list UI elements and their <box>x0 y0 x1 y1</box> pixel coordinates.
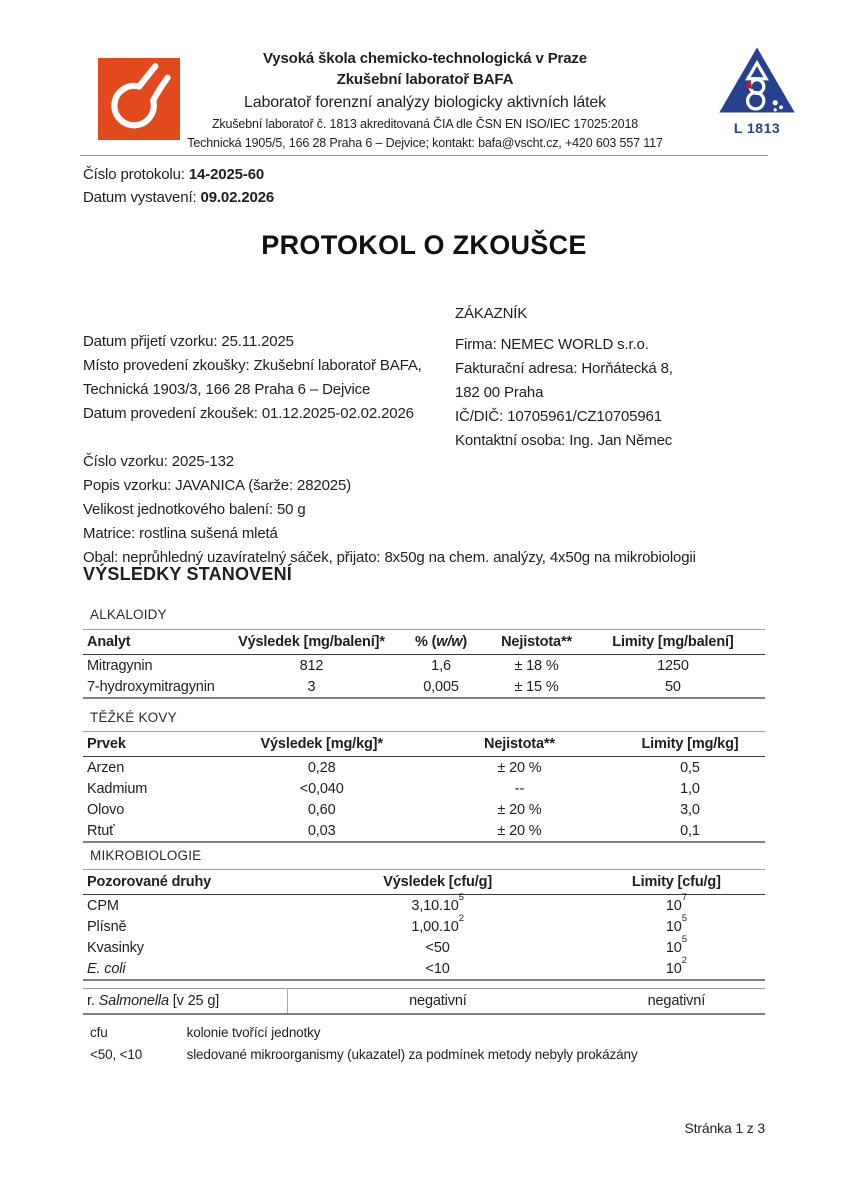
table-row <box>83 799 765 820</box>
column-header: Prvek <box>83 732 219 757</box>
table-cell: $10^5$ <box>665 933 687 956</box>
alkaloids-results-table <box>83 629 765 699</box>
sample-info-block <box>83 450 773 570</box>
footnotes-block <box>90 1022 637 1066</box>
table-cell: 1,0 <box>680 780 700 797</box>
customer-lines <box>455 333 775 453</box>
customer-heading: ZÁKAZNÍK <box>455 305 528 322</box>
customer-line: Fakturační adresa: Horňátecká 8, <box>455 360 673 377</box>
column-header: Pozorované druhy <box>83 870 288 895</box>
contact-line: Technická 1905/5, 166 28 Praha 6 – Dejvice; kontakt: bafa@vscht.cz, +420 603 557 117 <box>187 136 663 150</box>
table-cell: ± 20 % <box>497 759 542 776</box>
vscht-flask-icon <box>98 58 180 140</box>
issue-date-line <box>83 186 274 209</box>
protocol-number-line <box>83 163 274 186</box>
column-header: Limity [mg/kg] <box>615 732 765 757</box>
table-cell: 0,60 <box>307 801 336 818</box>
org-name: Vysoká škola chemicko-technologická v Praze <box>263 50 587 67</box>
test-info-block <box>83 330 448 426</box>
page-number: Stránka 1 z 3 <box>684 1120 765 1136</box>
column-header: Výsledek [mg/kg]* <box>219 732 424 757</box>
protocol-number-label: Číslo protokolu: <box>83 166 185 183</box>
table-row <box>83 757 765 779</box>
table-cell: 1250 <box>657 657 689 674</box>
footnote-row <box>90 1022 637 1044</box>
sample-info-line: Číslo vzorku: 2025-132 <box>83 453 234 470</box>
vscht-logo <box>98 58 180 140</box>
protocol-number-value: 14-2025-60 <box>188 166 265 183</box>
customer-line: IČ/DIČ: 10705961/CZ10705961 <box>455 408 662 425</box>
column-header: Nejistota** <box>424 732 615 757</box>
table-cell: $10^7$ <box>665 891 687 914</box>
table-cell: ± 20 % <box>497 822 542 839</box>
microbiology-section-label: MIKROBIOLOGIE <box>90 848 202 863</box>
cia-accreditation-logo <box>714 46 800 136</box>
footnote-description: sledované mikroorganismy (ukazatel) za podmínek metody nebyly prokázány <box>186 1047 638 1062</box>
table-row <box>83 676 765 698</box>
heavy-metals-section-label: TĚŽKÉ KOVY <box>90 710 177 725</box>
table-cell: 50 <box>665 678 681 695</box>
customer-line: 182 00 Praha <box>455 384 544 401</box>
table-cell: ± 18 % <box>514 657 559 674</box>
table-cell: CPM <box>87 897 119 914</box>
test-info-line: Datum přijetí vzorku: 25.11.2025 <box>83 333 294 350</box>
table-cell: ± 20 % <box>497 801 542 818</box>
customer-line: Firma: NEMEC WORLD s.r.o. <box>455 336 649 353</box>
sample-info-line: Matrice: rostlina sušená mletá <box>83 525 278 542</box>
table-cell: Kvasinky <box>87 939 144 956</box>
table-cell: <50 <box>425 939 450 956</box>
table-cell: Olovo <box>87 801 125 818</box>
header-org-block <box>185 48 665 153</box>
footnote-term: cfu <box>90 1025 108 1040</box>
table-cell: 812 <box>299 657 324 674</box>
table-cell: 0,03 <box>307 822 336 839</box>
table-cell: Plísně <box>87 918 127 935</box>
cia-accreditation-number: L 1813 <box>733 120 781 136</box>
column-header: Analyt <box>83 630 233 655</box>
accreditation-line: Zkušební laboratoř č. 1813 akreditovaná ČIA dle ČSN EN ISO/IEC 17025:2018 <box>211 117 639 131</box>
table-cell: -- <box>514 780 525 797</box>
column-header: Nejistota** <box>492 630 581 655</box>
customer-block <box>455 303 775 453</box>
table-row <box>83 937 765 958</box>
issue-date-value: 09.02.2026 <box>200 189 275 206</box>
lab-full-name: Laboratoř forenzní analýzy biologicky aktivních látek <box>243 94 607 111</box>
lab-name: Zkušební laboratoř BAFA <box>336 71 514 88</box>
table-cell: E. coli <box>87 960 126 977</box>
table-cell: negativní <box>647 993 706 1009</box>
table-row <box>83 916 765 937</box>
table-cell: Arzen <box>87 759 125 776</box>
table-cell: $10^2$ <box>665 954 687 977</box>
column-header: Výsledek [mg/balení]* <box>233 630 390 655</box>
table-cell: 3 <box>307 678 316 695</box>
header-divider <box>80 155 768 156</box>
table-cell: 3,10.10$^5$ <box>411 891 464 914</box>
table-cell: <10 <box>425 960 450 977</box>
table-cell: r. Salmonella [v 25 g] <box>83 989 288 1015</box>
test-info-line: Místo provedení zkoušky: Zkušební laboratoř BAFA, <box>83 357 422 374</box>
microbiology-results-table <box>83 869 765 981</box>
footnote-description: kolonie tvořící jednotky <box>186 1025 321 1040</box>
footnote-term: <50, <10 <box>90 1047 143 1062</box>
table-cell: 1,6 <box>431 657 451 674</box>
column-header: Limity [cfu/g] <box>588 870 765 895</box>
table-row <box>83 820 765 842</box>
column-header: % (w/w) <box>390 630 492 655</box>
test-info-line: Datum provedení zkoušek: 01.12.2025-02.02.2026 <box>83 405 414 422</box>
column-header: Limity [mg/balení] <box>581 630 765 655</box>
salmonella-result-table <box>83 988 765 1015</box>
table-cell: 7-hydroxymitragynin <box>87 678 215 695</box>
table-row <box>83 655 765 677</box>
table-cell: <0,040 <box>299 780 344 797</box>
results-heading: VÝSLEDKY STANOVENÍ <box>83 564 292 584</box>
table-cell: 0,005 <box>423 678 459 695</box>
table-cell: Mitragynin <box>87 657 153 674</box>
table-cell: ± 15 % <box>514 678 559 695</box>
protocol-meta <box>83 163 274 209</box>
footnote-row <box>90 1044 637 1066</box>
column-header: Výsledek [cfu/g] <box>288 870 588 895</box>
table-cell: 0,28 <box>307 759 336 776</box>
table-cell: 3,0 <box>680 801 700 818</box>
issue-date-label: Datum vystavení: <box>83 189 197 206</box>
table-cell: Rtuť <box>87 822 115 839</box>
document-title: PROTOKOL O ZKOUŠCE <box>261 230 587 260</box>
sample-info-line: Velikost jednotkového balení: 50 g <box>83 501 306 518</box>
table-row <box>83 778 765 799</box>
table-cell: negativní <box>409 993 467 1009</box>
table-cell: 0,1 <box>680 822 700 839</box>
cia-triangle-icon <box>718 46 796 114</box>
table-cell: $10^5$ <box>665 912 687 935</box>
table-cell: 0,5 <box>680 759 700 776</box>
table-row <box>83 989 765 1015</box>
heavy-metals-results-table <box>83 731 765 843</box>
alkaloids-section-label: ALKALOIDY <box>90 607 167 622</box>
test-info-line: Technická 1903/3, 166 28 Praha 6 – Dejvice <box>83 381 371 398</box>
table-row <box>83 895 765 917</box>
table-cell: Kadmium <box>87 780 148 797</box>
customer-line: Kontaktní osoba: Ing. Jan Němec <box>455 432 673 449</box>
table-cell: 1,00.10$^2$ <box>411 912 464 935</box>
table-row <box>83 958 765 980</box>
sample-info-line: Popis vzorku: JAVANICA (šarže: 282025) <box>83 477 352 494</box>
sample-info-line: Obal: neprůhledný uzavíratelný sáček, přijato: 8x50g na chem. analýzy, 4x50g na mikrobiologii <box>83 549 696 566</box>
